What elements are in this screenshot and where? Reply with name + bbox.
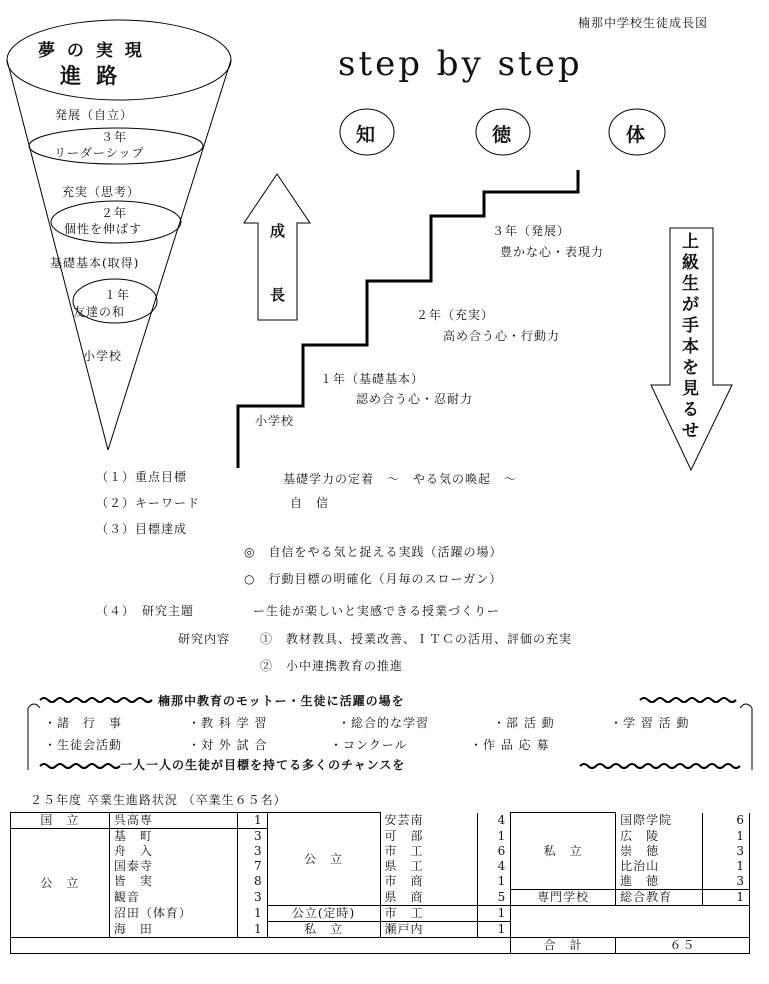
cell-total-label: 合 計 <box>511 938 616 954</box>
cell-name: 観音 <box>109 890 237 906</box>
goal1-label: （１）重点目標 <box>96 470 188 484</box>
cell-name: 市 商 <box>380 874 478 890</box>
cell-count: 1 <box>478 829 511 845</box>
cell-count: 1 <box>237 813 267 829</box>
stairs-elementary: 小学校 <box>255 414 295 428</box>
growth-arrow-text1: 成 <box>270 222 286 240</box>
cell-count: 1 <box>478 874 511 890</box>
cell-name: 瀬戸内 <box>380 922 478 938</box>
cell-count: 8 <box>237 874 267 890</box>
cell-private-label: 私 立 <box>511 813 616 890</box>
stairs-y3-title: ３年（発展） <box>492 224 571 238</box>
growth-arrow-text2: 長 <box>270 286 286 304</box>
cell-count: 6 <box>703 813 750 829</box>
cell-count: 3 <box>703 844 750 859</box>
stairs-y3-desc: 豊かな心・表現力 <box>500 245 605 259</box>
stairs-y2-title: ２年（充実） <box>416 308 495 322</box>
career-heading: ２５年度 卒業生進路状況 （卒業生６５名） <box>30 793 287 807</box>
cell-name: 安芸南 <box>380 813 478 829</box>
motto-row1-item3: ・総合的な学習 <box>338 716 430 730</box>
cell-count: 3 <box>237 890 267 906</box>
cell-count: 4 <box>478 813 511 829</box>
motto-row1-item2: ・教 科 学 習 <box>188 716 268 730</box>
table-row <box>11 859 750 874</box>
goal3-label: （３）目標達成 <box>96 522 188 536</box>
cone-stage1-text: リーダーシップ <box>54 146 145 160</box>
cone-stage3-label: 基礎基本(取得) <box>50 256 140 270</box>
cell-name: 総合教育 <box>616 890 703 906</box>
cell-count: 1 <box>237 922 267 938</box>
cell-count: 1 <box>478 922 511 938</box>
virtue-toku: 徳 <box>492 124 512 146</box>
table-row <box>11 874 750 890</box>
senior-arrow-text: 上級生が手本を見るせ <box>682 232 699 441</box>
cell-public-label: 公 立 <box>11 829 110 938</box>
table-row <box>11 813 750 829</box>
table-row <box>11 844 750 859</box>
table-row <box>11 938 750 954</box>
school-label: 楠那中学校生徒成長図 <box>578 16 709 30</box>
cone-stage1-label: 発展（自立） <box>55 108 134 122</box>
motto-row1-item5: ・学 習 活 動 <box>610 716 690 730</box>
table-row <box>11 890 750 906</box>
cell-count: 1 <box>703 829 750 845</box>
cell-count: 3 <box>237 844 267 859</box>
motto-title: 楠那中教育のモットー・生徒に活躍の場を <box>158 694 405 708</box>
cell-name: 崇 徳 <box>616 844 703 859</box>
cell-public-night-label: 公立(定時) <box>267 906 380 922</box>
page-title: step by step <box>338 44 583 84</box>
cell-name: 進 徳 <box>616 874 703 890</box>
cell-count: 5 <box>478 890 511 906</box>
table-row <box>11 906 750 922</box>
cell-name: 呉高専 <box>109 813 237 829</box>
cell-vocational-label: 専門学校 <box>511 890 616 906</box>
cell-name: 比治山 <box>616 859 703 874</box>
cell-name: 皆 実 <box>109 874 237 890</box>
goal2-text: 自 信 <box>290 496 330 510</box>
cell-name: 舟 入 <box>109 844 237 859</box>
cell-count: 7 <box>237 859 267 874</box>
cell-name: 県 工 <box>380 859 478 874</box>
table-row <box>11 829 750 845</box>
cell-count: 1 <box>703 890 750 906</box>
virtue-tai: 体 <box>626 124 646 146</box>
cone-stage1-year: ３年 <box>101 130 128 144</box>
cell-private-label2: 私 立 <box>267 922 380 938</box>
cell-name: 可 部 <box>380 829 478 845</box>
cell-national-label: 国 立 <box>11 813 110 829</box>
goal3-item1: ◎ 自信をやる気と捉える実践（活躍の場） <box>244 545 503 559</box>
motto-row2-item3: ・コンクール <box>330 738 408 752</box>
cell-public-label2: 公 立 <box>267 813 380 906</box>
cone-stage2-label: 充実（思考） <box>62 185 141 199</box>
cell-count: 1 <box>237 906 267 922</box>
cell-name: 基 町 <box>109 829 237 845</box>
cell-empty <box>511 906 750 938</box>
cell-count: 1 <box>703 859 750 874</box>
cell-total-value: ６５ <box>616 938 750 954</box>
cell-count: 1 <box>478 906 511 922</box>
stairs-y2-desc: 高め合う心・行動力 <box>443 329 561 343</box>
motto-footer: 一人一人の生徒が目標を持てる多くのチャンスを <box>120 758 406 772</box>
goal4-content1: ① 教材教具、授業改善、ＩＴＣの活用、評価の充実 <box>260 632 573 646</box>
cell-count: 3 <box>237 829 267 845</box>
goal4-label: （４） 研究主題 <box>96 604 195 618</box>
motto-row1-item4: ・部 活 動 <box>493 716 555 730</box>
cone-bottom: 小学校 <box>83 349 123 363</box>
cone-stage3-text: 友達の和 <box>73 305 126 319</box>
cell-name: 市 工 <box>380 906 478 922</box>
cell-empty <box>11 938 511 954</box>
cell-count: 4 <box>478 859 511 874</box>
cell-count: 3 <box>703 874 750 890</box>
virtue-chi: 知 <box>356 124 376 146</box>
stairs-y1-desc: 認め合う心・忍耐力 <box>356 392 474 406</box>
cone-stage2-text: 個性を伸ばす <box>64 222 143 236</box>
motto-row2-item4: ・作 品 応 募 <box>470 738 550 752</box>
goal1-text: 基礎学力の定着 ～ やる気の喚起 ～ <box>283 472 518 486</box>
goal4-content2: ② 小中連携教育の推進 <box>260 659 404 673</box>
motto-row1-item1: ・諸 行 事 <box>44 716 123 730</box>
cone-stage3-year: １年 <box>104 288 131 302</box>
cone-top-line1: 夢 の 実 現 <box>38 41 145 61</box>
goal3-item2: ○ 行動目標の明確化（月毎のスローガン） <box>244 572 503 586</box>
cell-name: 市 工 <box>380 844 478 859</box>
goal2-label: （２）キーワード <box>96 496 201 510</box>
cell-name: 広 陵 <box>616 829 703 845</box>
cell-name: 県 商 <box>380 890 478 906</box>
career-table <box>10 812 750 954</box>
motto-row2-item2: ・対 外 試 合 <box>188 738 268 752</box>
goal4-content-label: 研究内容 <box>178 632 231 646</box>
cell-name: 沼田（体育） <box>109 906 237 922</box>
stairs-y1-title: １年（基礎基本） <box>320 372 425 386</box>
cell-count: 6 <box>478 844 511 859</box>
cell-name: 海 田 <box>109 922 237 938</box>
goal4-text: ー生徒が楽しいと実感できる授業づくりー <box>253 604 501 618</box>
cone-top-line2: 進 路 <box>60 63 122 88</box>
cell-name: 国泰寺 <box>109 859 237 874</box>
cone-stage2-year: ２年 <box>101 206 128 220</box>
motto-row2-item1: ・生徒会活動 <box>44 738 123 752</box>
cell-name: 国際学院 <box>616 813 703 829</box>
